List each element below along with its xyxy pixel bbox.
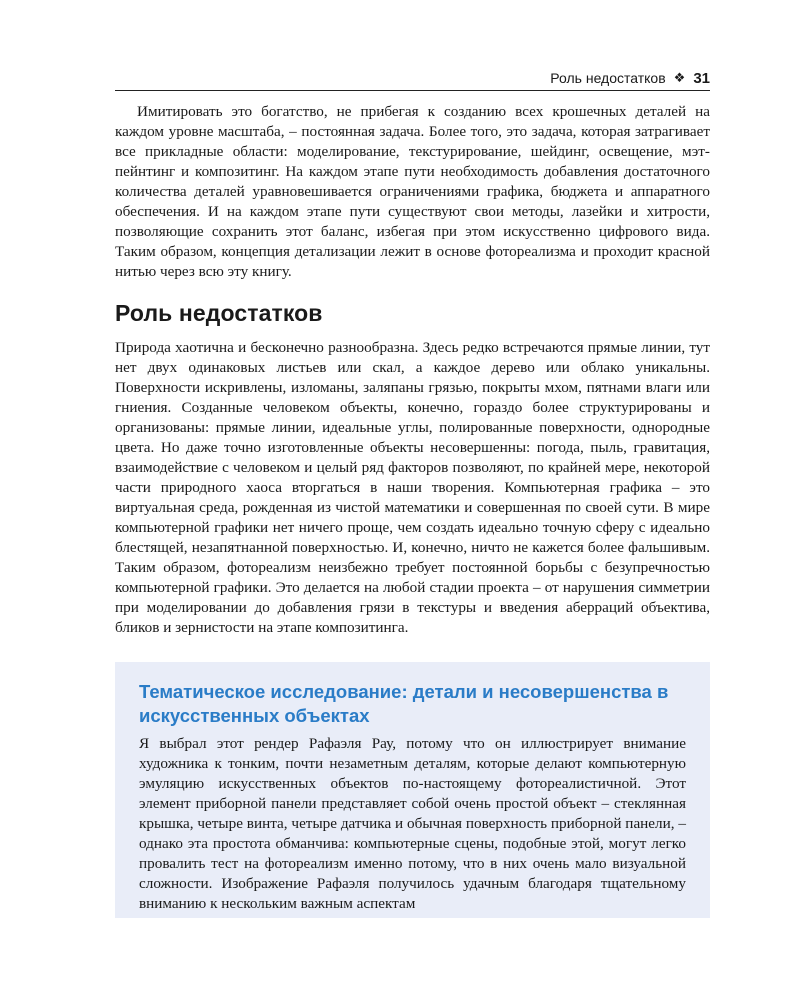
running-header — [115, 66, 710, 91]
sidebar-title: Тематическое исследование: детали и несовершенства в искусственных объектах — [139, 681, 669, 726]
section-paragraph: Природа хаотична и бесконечно разнообразна. Здесь редко встречаются прямые линии, тут нет двух одинаковых листьев или скал, а каждое дерево или облако уникальны. Поверхности искривлены, изломаны, заляпаны грязью, покрыты мхом, пятнами влаги или гниения. Созданные человеком объекты, конечно, гораздо более структурированы и организованы: прямые линии, идеальные углы, полированные поверхности, однородные цвета. Но даже точно изготовленные объекты несовершенны: погода, пыль, гравитация, взаимодействие с человеком и целый ряд факторов позволяют, по крайней мере, некоторой части природного хаоса вторгаться в наши творения. Компьютерная графика – это виртуальная среда, рожденная из чистой математики и совершенная по своей сути. В мире компьютерной графики нет ничего проще, чем создать идеально точную сферу с идеально блестящей, незапятнанной поверхностью. И, конечно, ничто не кажется более фальшивым. Таким образом, фотореализм неизбежно требует постоянной борьбы с безупречностью компьютерной графики. Это делается на любой стадии проекта – от нарушения симметрии при моделировании до добавления грязи в текстуры и введения аберраций объектива, бликов и зернистости на этапе композитинга. — [115, 339, 710, 636]
running-title: Роль недостатков — [550, 70, 666, 86]
section-heading: Роль недостатков — [115, 300, 323, 326]
intro-paragraph: Имитировать это богатство, не прибегая к созданию всех крошечных деталей на каждом уровне масштаба, – постоянная задача. Более того, это задача, которая затрагивает все прикладные области: моделирование, текстурирование, шейдинг, освещение, мэт-пейнтинг и композитинг. На каждом этапе пути необходимость добавления достаточного количества деталей уравновешивается ограничениями графика, бюджета и аппаратного обеспечения. И на каждом этапе пути существуют свои методы, лазейки и хитрости, позволяющие сохранить этот баланс, избегая при этом искусственно цифрового вида. Таким образом, концепция детализации лежит в основе фотореализма и проходит красной нитью через всю эту книгу. — [115, 103, 710, 280]
page-number: 31 — [693, 69, 710, 87]
sidebar-paragraph: Я выбрал этот рендер Рафаэля Рау, потому что он иллюстрирует внимание художника к тонким, почти незаметным деталям, которые делают компьютерную эмуляцию искусственных объектов по-настоящему фотореалистичной. Этот элемент приборной панели представляет собой очень простой объект – стеклянная крышка, четыре винта, четыре датчика и обычная поверхность приборной панели, – однако эта простота обманчива: компьютерные сцены, подобные этой, могут легко провалить тест на фотореализм именно потому, что в них очень мало визуальной сложности. Изображение Рафаэля получилось удачным благодаря тщательному вниманию к нескольким важным аспектам — [139, 735, 686, 912]
diamond-separator-icon: ❖ — [673, 70, 686, 85]
case-study-sidebar — [115, 662, 710, 918]
